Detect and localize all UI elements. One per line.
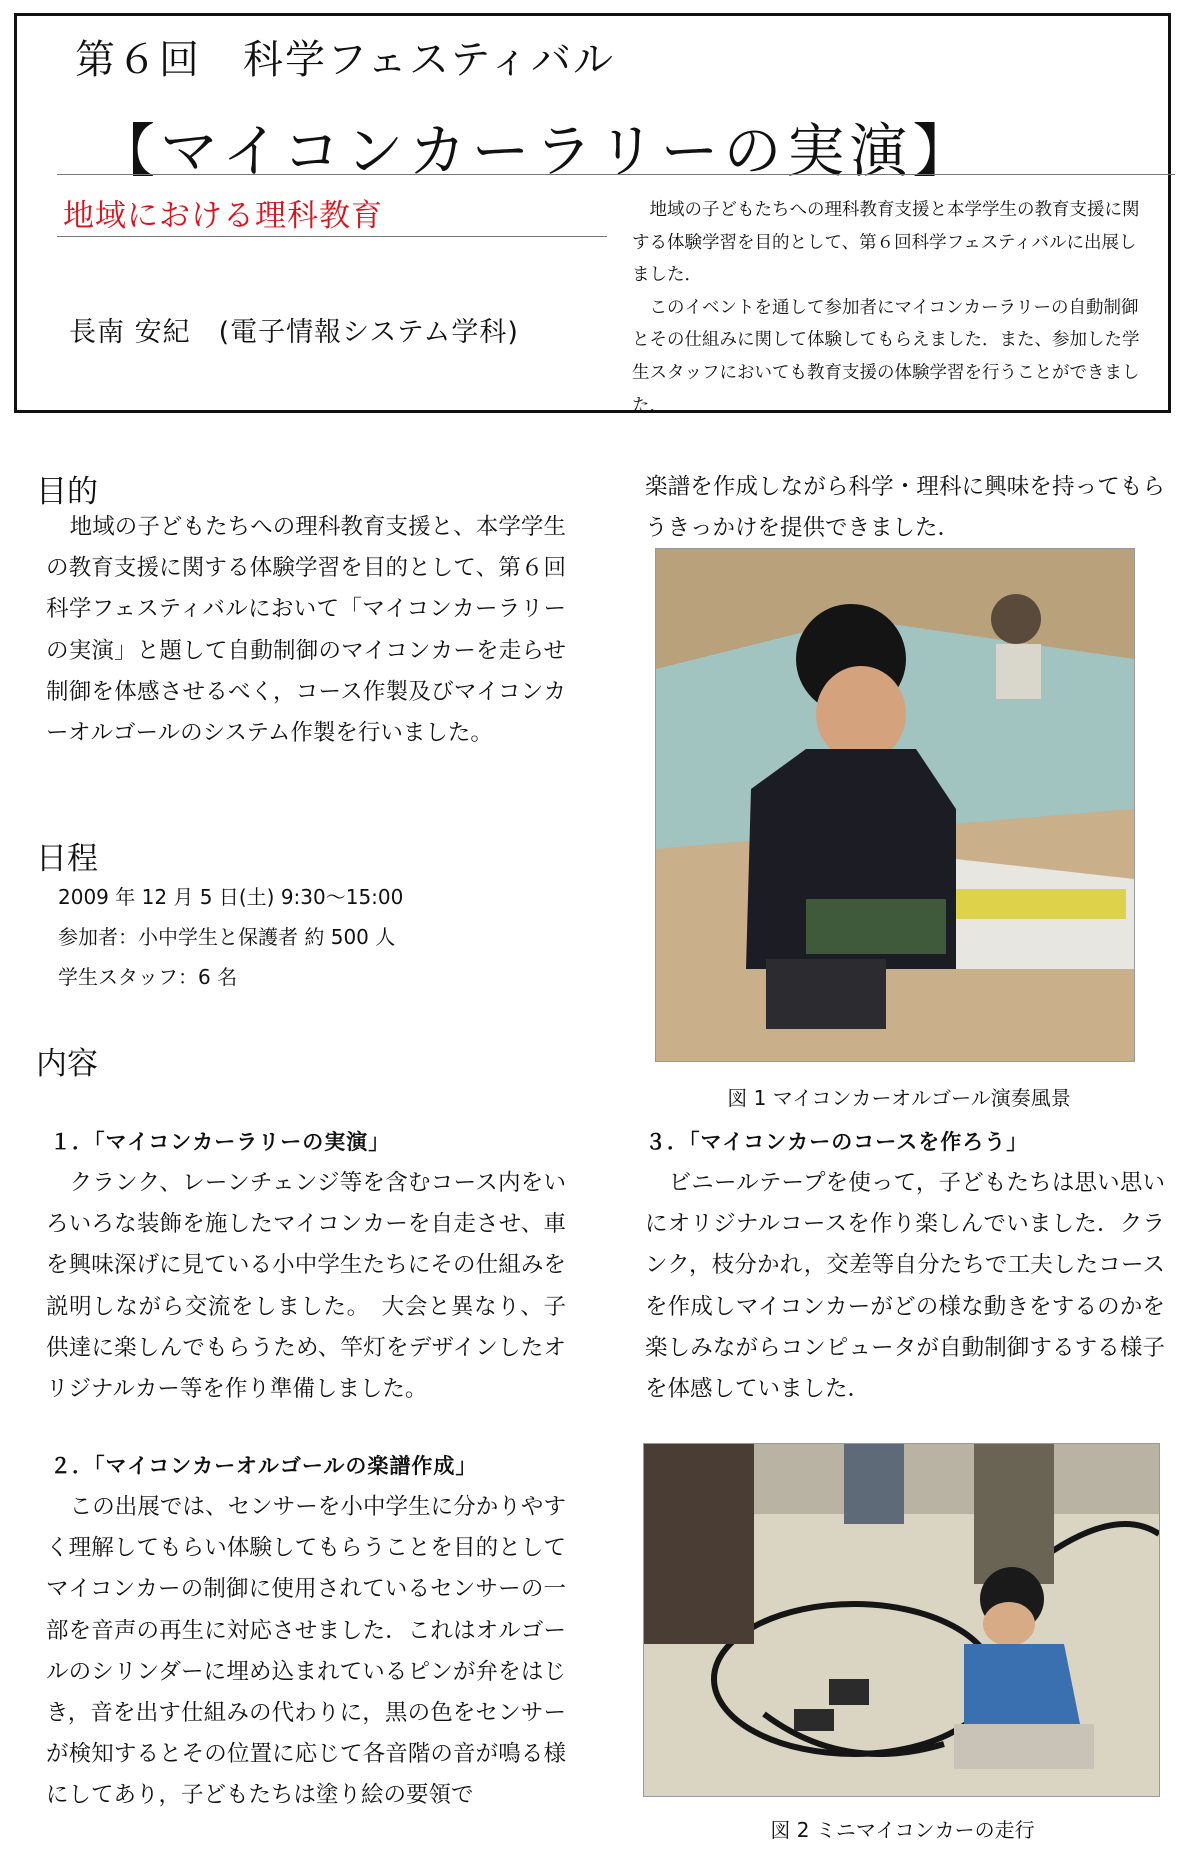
subtitle-divider xyxy=(57,236,607,237)
schedule-participants: 参加者：小中学生と保護者 約 500 人 xyxy=(58,925,396,949)
contents-heading: 内容 xyxy=(36,1046,98,1082)
event-title: 第６回 科学フェスティバル xyxy=(75,37,615,83)
main-title: 【マイコンカーラリーの実演】 xyxy=(97,117,976,185)
header-box xyxy=(14,13,1171,416)
figure2-illustration xyxy=(644,1444,1159,1796)
summary-paragraph: このイベントを通して参加者にマイコンカーラリーの自動制御とその仕組みに関して体験してもらえました．また、参加した学生スタッフにおいても教育支援の体験学習を行うことができました． xyxy=(632,297,1140,416)
item1-text: クランク、レーンチェンジ等を含むコース内をいろいろな装飾を施したマイコンカーを自走させ、車を興味深げに見ている小中学生たちにその仕組みを説明しながら交流をしました。 大会と異なり、子供達に楽しんでもらうため、竿灯をデザインしたオリジナルカー等を作り準備しました。 xyxy=(46,1170,566,1403)
item2-text: この出展では、センサーを小中学生に分かりやすく理解してもらい体験してもらうことを目的としてマイコンカーの制御に使用されているセンサーの一部を音声の再生に対応させました．これはオルゴールのシリンダーに埋め込まれているピンが弁をはじき，音を出す仕組みの代わりに，黒の色をセンサーが検知するとその位置に応じて各音階の音が鳴る様にしてあり，子どもたちは塗り絵の要領で xyxy=(46,1494,566,1809)
figure2-photo xyxy=(643,1443,1160,1797)
figure1-photo xyxy=(655,548,1135,1062)
item1-title: １．「マイコンカーラリーの実演」 xyxy=(50,1130,391,1154)
title-divider xyxy=(57,174,1175,175)
item3-text: ビニールテープを使って，子どもたちは思い思いにオリジナルコースを作り楽しんでいました．クランク，枝分かれ，交差等自分たちで工夫したコースを作成しマイコンカーがどの様な動きをするのかを楽しみながらコンピュータが自動制御するする様子を体感していました． xyxy=(645,1170,1165,1403)
summary xyxy=(632,194,1152,422)
item3-title: ３．「マイコンカーのコースを作ろう」 xyxy=(645,1130,1029,1154)
schedule-heading: 日程 xyxy=(36,841,98,877)
figure1-caption: 図 1 マイコンカーオルゴール演奏風景 xyxy=(727,1086,1071,1110)
subtitle: 地域における理科教育 xyxy=(63,198,383,234)
schedule-staff: 学生スタッフ：6 名 xyxy=(58,965,238,989)
author: 長南 安紀 (電子情報システム学科) xyxy=(69,317,519,348)
summary-paragraph: 地域の子どもたちへの理科教育支援と本学学生の教育支援に関する体験学習を目的として、第６回科学フェスティバルに出展しました． xyxy=(632,200,1140,286)
figure1-illustration xyxy=(656,549,1134,1061)
purpose-heading: 目的 xyxy=(36,474,98,510)
purpose-text: 地域の子どもたちへの理科教育支援と、本学学生の教育支援に関する体験学習を目的として、第６回科学フェスティバルにおいて「マイコンカーラリーの実演」と題して自動制御のマイコンカーを走らせ制御を体感させるべく，コース作製及びマイコンカーオルゴールのシステム作製を行いました。 xyxy=(46,514,566,747)
schedule-date: 2009 年 12 月 5 日(土) 9:30〜15:00 xyxy=(58,885,404,909)
item2-text-continued: 楽譜を作成しながら科学・理科に興味を持ってもらうきっかけを提供できました． xyxy=(645,474,1165,542)
item2-title: ２．「マイコンカーオルゴールの楽譜作成」 xyxy=(50,1454,478,1478)
figure2-caption: 図 2 ミニマイコンカーの走行 xyxy=(770,1818,1035,1842)
